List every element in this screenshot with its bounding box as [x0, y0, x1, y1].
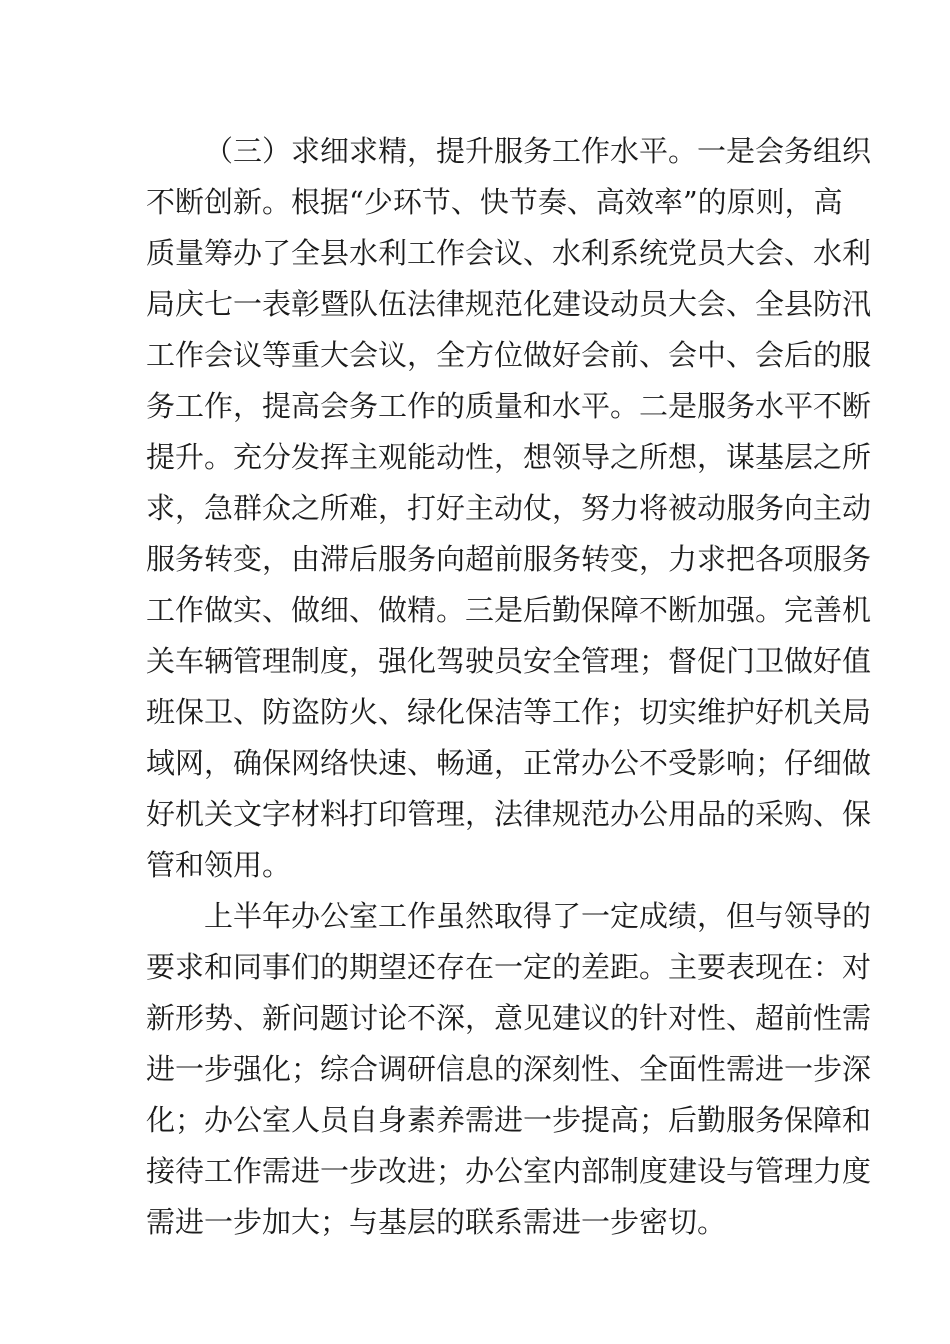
text-line: 需进一步加大；与基层的联系需进一步密切。 — [146, 1205, 727, 1239]
text-line: 好机关文字材料打印管理，法律规范办公用品的采购、保 — [146, 797, 872, 831]
text-line: 工作做实、做细、做精。三是后勤保障不断加强。完善机 — [146, 593, 872, 627]
text-line: 上半年办公室工作虽然取得了一定成绩，但与领导的 — [204, 899, 872, 933]
text-line: 新形势、新问题讨论不深，意见建议的针对性、超前性需 — [146, 1001, 872, 1035]
text-line: 进一步强化；综合调研信息的深刻性、全面性需进一步深 — [146, 1052, 872, 1086]
text-line: 服务转变，由滞后服务向超前服务转变，力求把各项服务 — [146, 542, 872, 576]
text-line: 化；办公室人员自身素养需进一步提高；后勤服务保障和 — [146, 1103, 872, 1137]
text-line: 管和领用。 — [146, 848, 292, 882]
text-line: 局庆七一表彰暨队伍法律规范化建设动员大会、全县防汛 — [146, 287, 872, 321]
text-line: 质量筹办了全县水利工作会议、水利系统党员大会、水利 — [146, 236, 872, 270]
text-line: 工作会议等重大会议，全方位做好会前、会中、会后的服 — [146, 338, 872, 372]
text-line: 关车辆管理制度，强化驾驶员安全管理；督促门卫做好值 — [146, 644, 872, 678]
text-line: 要求和同事们的期望还存在一定的差距。主要表现在：对 — [146, 950, 872, 984]
text-line: 不断创新。根据“少环节、快节奏、高效率”的原则，高 — [146, 185, 843, 219]
text-line: 提升。充分发挥主观能动性，想领导之所想，谋基层之所 — [146, 440, 872, 474]
text-line: 接待工作需进一步改进；办公室内部制度建设与管理力度 — [146, 1154, 872, 1188]
text-line: 域网，确保网络快速、畅通，正常办公不受影响；仔细做 — [146, 746, 872, 780]
text-line: 求，急群众之所难，打好主动仗，努力将被动服务向主动 — [146, 491, 872, 525]
text-line: （三）求细求精，提升服务工作水平。一是会务组织 — [204, 134, 872, 168]
text-line: 班保卫、防盗防火、绿化保洁等工作；切实维护好机关局 — [146, 695, 872, 729]
text-line: 务工作，提高会务工作的质量和水平。二是服务水平不断 — [146, 389, 872, 423]
